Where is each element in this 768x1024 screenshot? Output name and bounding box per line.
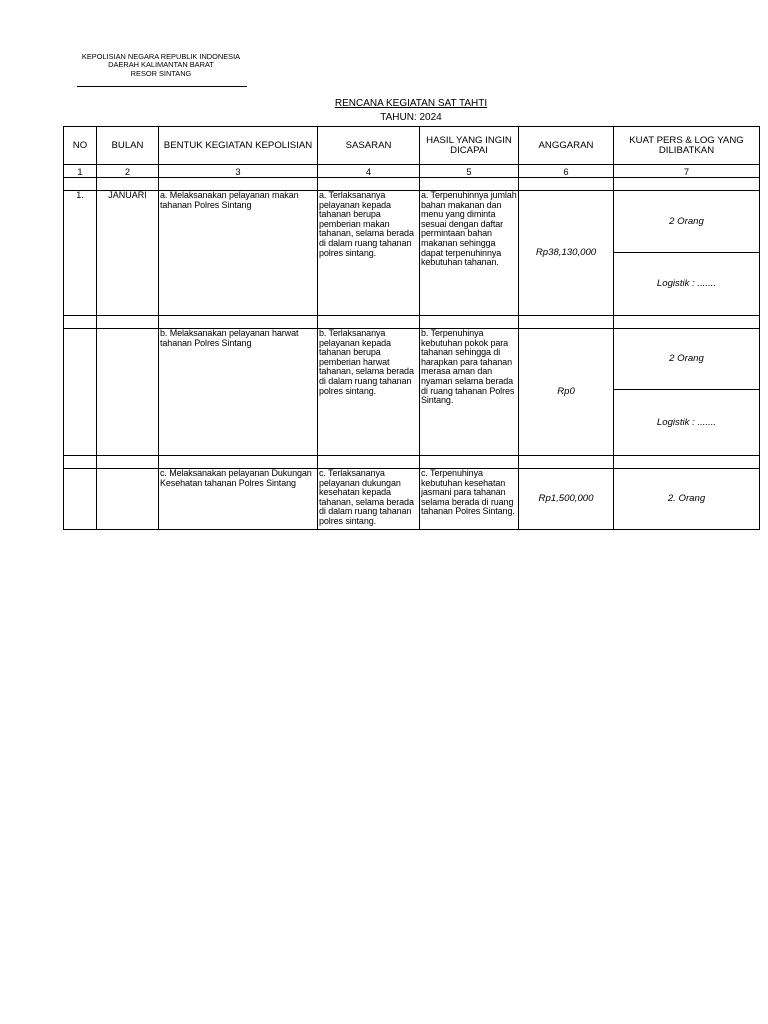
table-row bbox=[64, 469, 760, 530]
table-row bbox=[64, 329, 760, 390]
column-number: 2 bbox=[97, 165, 159, 178]
column-number: 7 bbox=[614, 165, 760, 178]
header-no: NO bbox=[64, 127, 97, 165]
row-target: a. Terlaksananya pelayanan kepada tahanan berupa pemberian makan tahanan, selama berada di dalam ruang tahanan polres sintang. bbox=[318, 191, 420, 316]
row-target bbox=[318, 469, 420, 530]
spacer-row bbox=[64, 178, 760, 191]
row-personnel: 2. Orang bbox=[614, 469, 760, 530]
row-result: b. Terpenuhinya kebutuhan pokok para tahanan sehingga di harapkan para tahanan merasa aman dan nyaman selama berada di ruang tahanan Polres Sintang. bbox=[420, 329, 519, 456]
row-activity bbox=[159, 469, 318, 530]
column-number: 6 bbox=[519, 165, 614, 178]
row-activity: b. Melaksanakan pelayanan harwat tahanan Polres Sintang bbox=[159, 329, 318, 456]
document-title: RENCANA KEGIATAN SAT TAHTI bbox=[334, 98, 488, 109]
row-budget: Rp1,500,000 bbox=[519, 469, 614, 530]
table-row bbox=[64, 191, 760, 253]
row-personnel: 2 Orang bbox=[614, 329, 760, 390]
column-number: 4 bbox=[318, 165, 420, 178]
table-header-row bbox=[64, 127, 760, 165]
row-number: 1. bbox=[64, 191, 97, 316]
spacer-row bbox=[64, 456, 760, 469]
row-month bbox=[97, 329, 159, 456]
letterhead-line-region: DAERAH KALIMANTAN BARAT bbox=[108, 60, 214, 70]
row-logistics: Logistik : ....... bbox=[614, 253, 760, 316]
row-activity-text: c. Melaksanakan pelayanan Dukungan Kesehatan tahanan Polres Sintang bbox=[160, 469, 312, 488]
row-budget: Rp38,130,000 bbox=[519, 191, 614, 316]
header-bulan: BULAN bbox=[97, 127, 159, 165]
row-activity: a. Melaksanakan pelayanan makan tahanan Polres Sintang bbox=[159, 191, 318, 316]
row-result: a. Terpenuhinnya jumlah bahan makanan dan menu yang diminta sesuai dengan daftar permintaan bahan makanan sehingga dapat terpenuhinnya kebutuhan tahanan. bbox=[420, 191, 519, 316]
header-hasil: HASIL YANG INGIN DICAPAI bbox=[420, 127, 519, 165]
row-personnel: 2 Orang bbox=[614, 191, 760, 253]
letterhead-line-institution: KEPOLISIAN NEGARA REPUBLIK INDONESIA bbox=[81, 52, 241, 61]
row-month bbox=[97, 469, 159, 530]
letterhead bbox=[77, 53, 245, 78]
row-result bbox=[420, 469, 519, 530]
letterhead-line-resort: RESOR SINTANG bbox=[130, 68, 192, 78]
row-target-text: c. Terlaksananya pelayanan dukungan kesehatan kepada tahanan, selama berada di dalam ruang tahanan polres sintang. bbox=[319, 469, 414, 526]
column-number: 1 bbox=[64, 165, 97, 178]
row-month: JANUARI bbox=[97, 191, 159, 316]
row-number bbox=[64, 469, 97, 530]
activity-plan-table bbox=[63, 126, 760, 530]
row-number bbox=[64, 329, 97, 456]
document-year: TAHUN: 2024 bbox=[380, 112, 442, 123]
letterhead-divider bbox=[77, 86, 247, 87]
header-bentuk-kegiatan: BENTUK KEGIATAN KEPOLISIAN bbox=[159, 127, 318, 165]
column-number: 3 bbox=[159, 165, 318, 178]
spacer-row bbox=[64, 316, 760, 329]
row-result-text: c. Terpenuhinya kebutuhan kesehatan jasmani para tahanan selama berada di ruang tahanan Polres Sintang. bbox=[421, 469, 515, 517]
header-anggaran: ANGGARAN bbox=[519, 127, 614, 165]
row-budget: Rp0 bbox=[519, 329, 614, 456]
header-sasaran: SASARAN bbox=[318, 127, 420, 165]
header-kuat-pers: KUAT PERS & LOG YANG DILIBATKAN bbox=[614, 127, 760, 165]
row-logistics: Logistik : ....... bbox=[614, 390, 760, 456]
column-number: 5 bbox=[420, 165, 519, 178]
row-target: b. Terlaksananya pelayanan kepada tahanan berupa pemberian harwat tahanan, selama berada di dalam ruang tahanan polres sintang. bbox=[318, 329, 420, 456]
column-number-row bbox=[64, 165, 760, 178]
